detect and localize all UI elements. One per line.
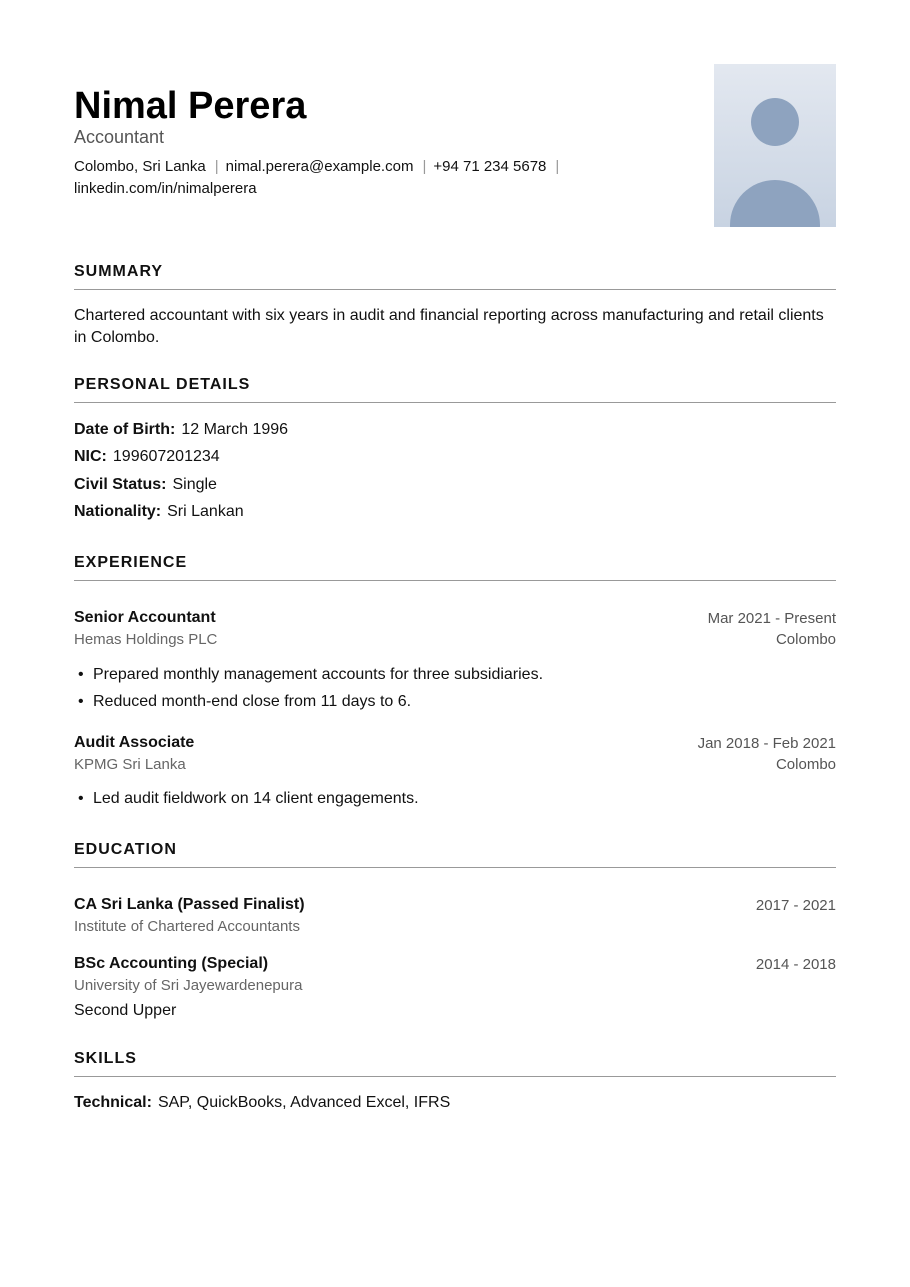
section-title: SUMMARY: [74, 263, 164, 280]
section-divider: [74, 580, 836, 581]
list-item: • Led audit fieldwork on 14 client engagements.: [74, 789, 836, 816]
contact-phone[interactable]: +94 71 234 5678: [433, 158, 547, 175]
job-title: Senior Accountant: [74, 609, 216, 626]
education-entry: [74, 955, 836, 1020]
job-location: Colombo: [775, 756, 836, 773]
candidate-name: Nimal Perera: [74, 85, 307, 127]
section-divider: [74, 402, 836, 403]
institution-name: Institute of Chartered Accountants: [74, 918, 300, 935]
profile-photo-placeholder: [714, 64, 836, 227]
detail-value: Single: [172, 475, 217, 493]
section-divider: [74, 1076, 836, 1077]
personal-details-section: [74, 376, 836, 529]
education-entry: [74, 896, 836, 940]
section-divider: [74, 867, 836, 868]
degree-title: CA Sri Lanka (Passed Finalist): [74, 896, 305, 913]
section-divider: [74, 289, 836, 290]
section-title: EXPERIENCE: [74, 554, 188, 571]
job-entry: [74, 734, 836, 816]
job-company: Hemas Holdings PLC: [74, 631, 218, 648]
list-item: • Reduced month-end close from 11 days to 6.: [74, 692, 836, 719]
job-title: Audit Associate: [74, 734, 195, 751]
detail-value: 12 March 1996: [181, 421, 289, 438]
detail-label: Date of Birth:: [74, 421, 176, 438]
job-entry: [74, 609, 836, 719]
education-grade: Second Upper: [74, 1002, 177, 1019]
detail-value: 199607201234: [112, 448, 220, 466]
detail-label: Civil Status:: [74, 475, 167, 493]
education-dates: 2014 - 2018: [755, 956, 836, 973]
section-title: SKILLS: [74, 1050, 137, 1067]
detail-row: [74, 420, 836, 447]
job-dates: Jan 2018 - Feb 2021: [697, 735, 836, 752]
contact-linkedin[interactable]: linkedin.com/in/nimalperera: [74, 180, 257, 197]
person-placeholder-icon: [751, 98, 799, 146]
summary-text: Chartered accountant with six years in audit and financial reporting across manufacturing and retail clients in Colombo.: [74, 307, 824, 346]
resume-page: [74, 0, 836, 1111]
job-location: Colombo: [775, 631, 836, 648]
skills-value: SAP, QuickBooks, Advanced Excel, IFRS: [157, 1094, 451, 1111]
detail-row: [74, 475, 836, 502]
contact-separator: |: [214, 158, 219, 175]
candidate-role: Accountant: [74, 127, 165, 147]
list-item: • Prepared monthly management accounts for three subsidiaries.: [74, 665, 836, 692]
contact-info: [74, 156, 634, 200]
detail-row: [74, 447, 836, 474]
job-company: KPMG Sri Lanka: [74, 756, 186, 773]
contact-location: Colombo, Sri Lanka: [74, 158, 206, 175]
section-title: EDUCATION: [74, 841, 177, 858]
job-bullets: [74, 665, 836, 719]
resume-header: [74, 0, 836, 228]
contact-separator: |: [422, 158, 427, 175]
skills-row: [74, 1094, 836, 1112]
education-section: [74, 841, 836, 1020]
contact-separator: |: [555, 158, 560, 175]
summary-section: [74, 263, 836, 349]
detail-label: Nationality:: [74, 502, 162, 520]
institution-name: University of Sri Jayewardenepura: [74, 977, 303, 994]
person-placeholder-body: [730, 180, 820, 227]
detail-value: Sri Lankan: [167, 502, 244, 520]
skills-section: [74, 1050, 836, 1112]
job-dates: Mar 2021 - Present: [707, 610, 836, 627]
experience-section: [74, 554, 836, 816]
degree-title: BSc Accounting (Special): [74, 955, 269, 972]
detail-label: NIC:: [74, 448, 107, 466]
contact-email[interactable]: nimal.perera@example.com: [225, 158, 414, 175]
skills-label: Technical:: [74, 1094, 152, 1111]
job-bullets: [74, 789, 836, 816]
detail-row: [74, 502, 836, 529]
education-dates: 2017 - 2021: [755, 897, 836, 914]
section-title: PERSONAL DETAILS: [74, 376, 251, 393]
